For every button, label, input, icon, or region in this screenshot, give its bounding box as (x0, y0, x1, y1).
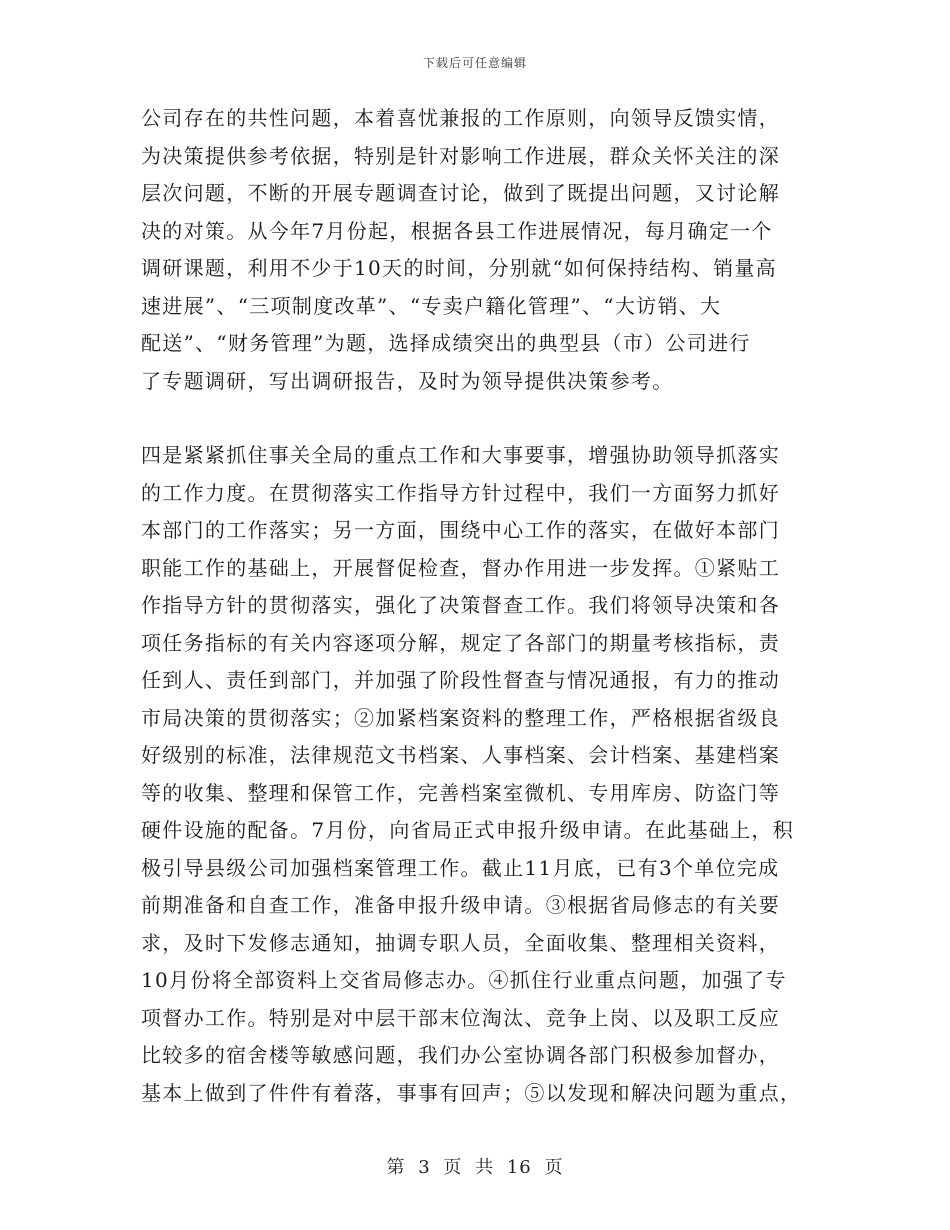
text-line: 为决策提供参考依据，特别是针对影响工作进展，群众关怀关注的深 (141, 143, 780, 168)
text-line: 10月份将全部资料上交省局修志办。④抓住行业重点问题，加强了专 (141, 968, 787, 992)
text-line: 项督办工作。特别是对中层干部末位淘汰、竞争上岗、以及职工反应 (141, 1005, 780, 1030)
text-line: 决的对策。从今年7月份起，根据各县工作进展情况，每月确定一个 (141, 218, 773, 243)
text-line: 了专题调研，写出调研报告，及时为领导提供决策参考。 (141, 368, 674, 393)
text-line: 基本上做到了件件有着落，事事有回声；⑤以发现和解决问题为重点， (141, 1080, 802, 1105)
text-line: 求，及时下发修志通知，抽调专职人员，全面收集、整理相关资料， (141, 930, 780, 955)
text-line: 本部门的工作落实；另一方面，围绕中心工作的落实，在做好本部门 (141, 518, 780, 542)
text-line: 市局决策的贯彻落实；②加紧档案资料的整理工作，严格根据省级良 (141, 705, 780, 730)
text-line: 硬件设施的配备。7月份，向省局正式申报升级申请。在此基础上，积 (141, 818, 795, 842)
text-line: 极引导县级公司加强档案管理工作。截止11月底，已有3个单位完成 (141, 855, 780, 880)
text-line: 项任务指标的有关内容逐项分解，规定了各部门的期量考核指标，责 (141, 630, 780, 655)
text-line: 比较多的宿舍楼等敏感问题，我们办公室协调各部门积极参加督办， (141, 1043, 780, 1067)
page-number-footer: 第 3 页 共 16 页 (386, 1157, 564, 1178)
text-line: 等的收集、整理和保管工作，完善档案室微机、专用库房、防盗门等 (141, 780, 780, 805)
text-line: 公司存在的共性问题，本着喜忧兼报的工作原则，向领导反馈实情， (141, 106, 780, 130)
text-line: 层次问题，不断的开展专题调查讨论，做到了既提出问题，又讨论解 (141, 181, 780, 205)
text-line: 好级别的标准，法律规范文书档案、人事档案、会计档案、基建档案 (141, 743, 780, 767)
text-line: 配送”、“财务管理”为题，选择成绩突出的典型县（市）公司进行 (141, 331, 751, 355)
body-text (141, 100, 821, 1112)
header-note: 下载后可任意编辑 (422, 56, 527, 70)
paragraph-gap (141, 400, 821, 437)
text-line: 前期准备和自查工作，准备申报升级申请。③根据省局修志的有关要 (141, 893, 780, 917)
text-line: 职能工作的基础上，开展督促检查，督办作用进一步发挥。①紧贴工 (141, 555, 780, 580)
text-line: 作指导方针的贯彻落实，强化了决策督查工作。我们将领导决策和各 (141, 593, 780, 617)
text-line: 速进展”、“三项制度改革”、“专卖户籍化管理”、“大访销、大 (141, 293, 722, 318)
text-line: 调研课题，利用不少于10天的时间，分别就“如何保持结构、销量高 (141, 256, 777, 280)
text-line: 四是紧紧抓住事关全局的重点工作和大事要事，增强协助领导抓落实 (141, 443, 780, 467)
text-line: 的工作力度。在贯彻落实工作指导方针过程中，我们一方面努力抓好 (141, 480, 780, 505)
paragraph-2 (141, 437, 821, 1112)
text-line: 任到人、责任到部门，并加强了阶段性督查与情况通报，有力的推动 (141, 668, 780, 692)
paragraph-1 (141, 100, 821, 400)
